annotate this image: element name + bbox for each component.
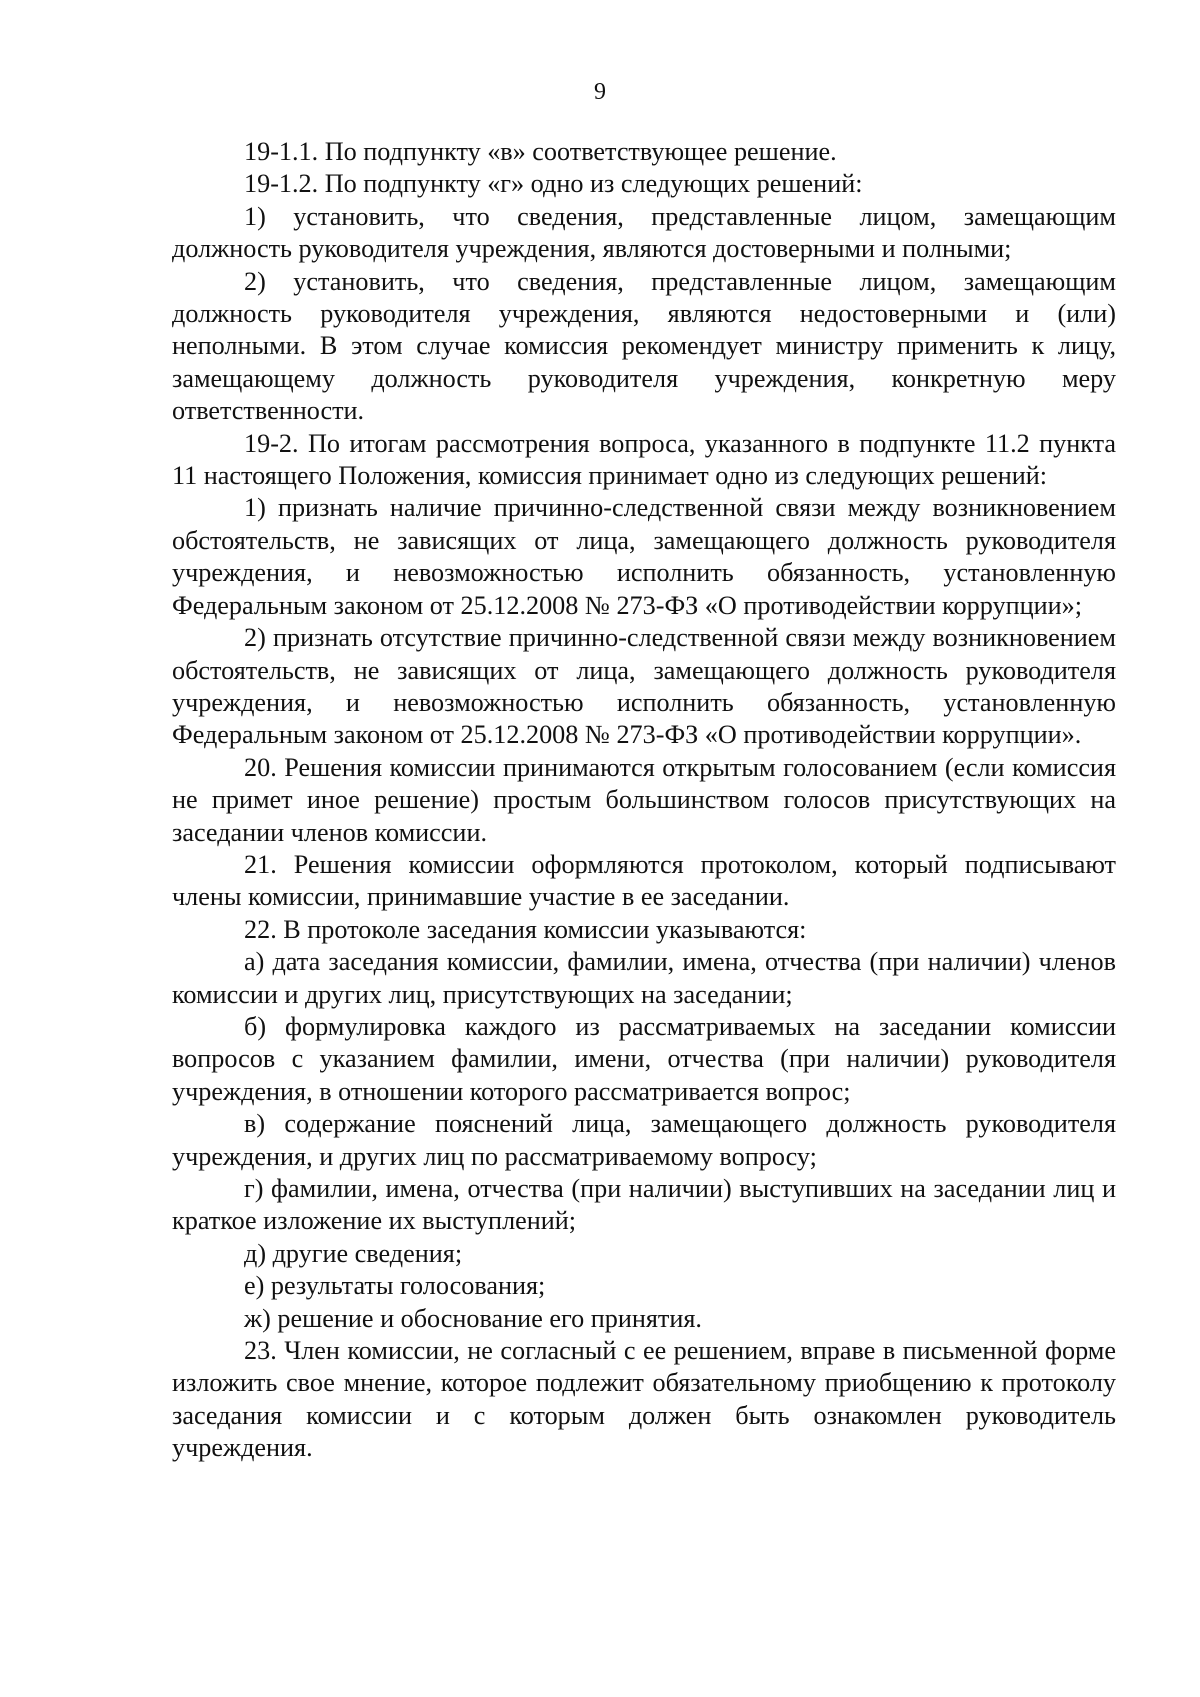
- paragraph-19-2: 19-2. По итогам рассмотрения вопроса, указанного в подпункте 11.2 пункта 11 настоящего Положения, комиссия принимает одно из следующих решений:: [172, 428, 1116, 491]
- paragraph-22-item-d: д) другие сведения;: [244, 1238, 463, 1268]
- paragraph-22-item-g: г) фамилии, имена, отчества (при наличии) выступивших на заседании лиц и краткое изложение их выступлений;: [172, 1174, 1116, 1236]
- paragraph-23: 23. Член комиссии, не согласный с ее решением, вправе в письменной форме изложить свое мнение, которое подлежит обязательному приобщению к протоколу заседания комиссии и с которым должен быть ознакомлен руководитель учреждения.: [172, 1336, 1116, 1463]
- paragraph-22-item-e: е) результаты голосования;: [244, 1271, 546, 1301]
- paragraph-22-item-zh: ж) решение и обоснование его принятия.: [244, 1303, 702, 1333]
- document-body: [172, 136, 1116, 1465]
- paragraph-19-2-item-2: 2) признать отсутствие причинно-следственной связи между возникновением обстоятельств, не зависящих от лица, замещающего должность руководителя учреждения, и невозможностью исполнить обязанность, установленную Федеральным законом от 25.12.2008 № 273-ФЗ «О противодействии коррупции».: [172, 623, 1116, 750]
- paragraph-22-item-v: в) содержание пояснений лица, замещающего должность руководителя учреждения, и других лиц по рассматриваемому вопросу;: [172, 1109, 1116, 1171]
- paragraph-20: 20. Решения комиссии принимаются открытым голосованием (если комиссия не примет иное решение) простым большинством голосов присутствующих на заседании членов комиссии.: [172, 752, 1116, 847]
- paragraph-19-1-2-item-1: 1) установить, что сведения, представленные лицом, замещающим должность руководителя учреждения, являются достоверными и полными;: [172, 201, 1116, 264]
- paragraph-19-2-item-1: 1) признать наличие причинно-следственной связи между возникновением обстоятельств, не зависящих от лица, замещающего должность руководителя учреждения, и невозможностью исполнить обязанность, установленную Федеральным законом от 25.12.2008 № 273-ФЗ «О противодействии коррупции»;: [172, 493, 1116, 620]
- paragraph-19-1-2-item-2: 2) установить, что сведения, представленные лицом, замещающим должность руководителя учреждения, являются недостоверными и (или) неполными. В этом случае комиссия рекомендует министру применить к лицу, замещающему должность руководителя учреждения, конкретную меру ответственности.: [172, 266, 1116, 426]
- paragraph-22-item-a: а) дата заседания комиссии, фамилии, имена, отчества (при наличии) членов комиссии и других лиц, присутствующих на заседании;: [172, 947, 1116, 1009]
- paragraph-19-1-2: 19-1.2. По подпункту «г» одно из следующих решений:: [244, 169, 863, 199]
- paragraph-22: 22. В протоколе заседания комиссии указываются:: [244, 914, 807, 944]
- paragraph-22-item-b: б) формулировка каждого из рассматриваемых на заседании комиссии вопросов с указанием фамилии, имени, отчества (при наличии) руководителя учреждения, в отношении которого рассматривается вопрос;: [172, 1011, 1116, 1106]
- paragraph-19-1-1: 19-1.1. По подпункту «в» соответствующее решение.: [244, 137, 837, 166]
- page-number: 9: [594, 79, 606, 105]
- paragraph-21: 21. Решения комиссии оформляются протоколом, который подписывают члены комиссии, принимавшие участие в ее заседании.: [172, 849, 1116, 912]
